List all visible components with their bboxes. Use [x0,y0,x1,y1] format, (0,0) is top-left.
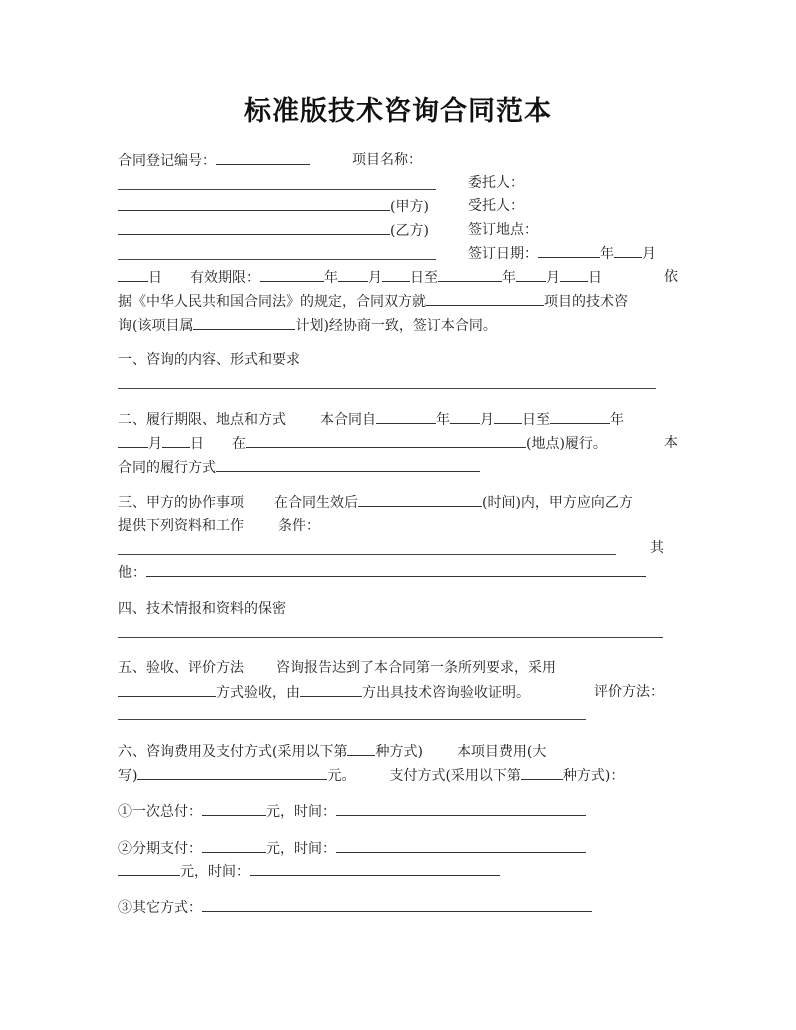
s2-to-month[interactable] [118,433,148,448]
s5-text: 方式验收，由 [216,685,300,701]
project-name-label: 项目名称： [352,152,422,168]
party-a-blank[interactable] [118,196,390,211]
ta-label: 他： [118,565,146,581]
sign-day-blank[interactable] [118,267,148,282]
section-6-line-2 [118,765,624,786]
intro-text: 计划)经协商一致，签订本合同。 [295,318,497,334]
section-3-line-2 [118,516,320,536]
s6-fee-label: 本项目费用(大 [456,744,547,760]
section-5-title: 五、验收、评价方法 [118,660,244,676]
from-label: 本合同自 [320,412,376,428]
reg-no-blank[interactable] [216,150,310,165]
day-label: 日 [588,270,602,286]
valid-to-day[interactable] [560,267,588,282]
day-label: 日 [148,270,162,286]
s5-eval-blank[interactable] [118,719,586,720]
payment-option-3 [118,897,592,918]
section-6-title-b: 种方式) [375,744,423,760]
section-5-line-2 [118,682,530,703]
intro-line-3 [118,315,497,336]
section-4-title: 四、技术情报和资料的保密 [118,601,286,617]
page-title: 标准版技术咨询合同范本 [244,96,552,127]
client-label: 委托人： [468,175,524,191]
year-label: 年 [610,412,624,428]
section-3-line-4 [118,562,646,583]
month-label: 月 [368,270,382,286]
valid-label: 有效期限： [190,270,260,286]
section-5-line-1 [118,658,556,678]
s5-text: 咨询报告达到了本合同第一条所列要求，采用 [276,660,556,676]
party-a-label: (甲方) [390,199,429,215]
section-2-line-3 [118,457,480,478]
payment-option-2b [118,861,500,882]
s5-eval-label: 评价方法： [594,684,664,700]
valid-to-year[interactable] [438,267,502,282]
project-blank[interactable] [426,291,544,306]
section-6-title: 六、咨询费用及支付方式(采用以下第 [118,744,348,760]
party-b-blank[interactable] [118,220,390,235]
section-2-title: 二、履行期限、地点和方式 [118,412,286,428]
p1-amount-blank[interactable] [202,801,266,816]
section-3-line-1 [118,492,633,513]
s2-way-blank[interactable] [216,457,480,472]
place-label: (地点)履行。 [526,436,607,452]
p2-label: ②分期支付： [118,841,202,857]
intro-line-2 [118,291,628,312]
p3-other-blank[interactable] [202,897,592,912]
s2-to-day[interactable] [162,433,190,448]
s3-text: 提供下列资料和工作 [118,518,244,534]
trustee-label: 受托人： [468,198,524,214]
at-label: 在 [232,436,246,452]
intro-text: 项目的技术咨 [544,294,628,310]
s3-text: (时间)内，甲方应向乙方 [482,495,633,511]
s5-text: 方出具技术咨询验收证明。 [362,685,530,701]
s2-from-day[interactable] [494,409,522,424]
s2-from-month[interactable] [450,409,480,424]
reg-no-label: 合同登记编号： [118,153,216,169]
s6-pay-label: 支付方式(采用以下第 [389,768,521,784]
month-label: 月 [546,270,560,286]
s2-from-year[interactable] [376,409,436,424]
sign-month-blank[interactable] [614,243,642,258]
yi-char: 依 [664,269,678,285]
s6-pay-option-blank[interactable] [521,765,563,780]
party-a-line [118,196,429,217]
s3-text: 在合同生效后 [274,495,358,511]
valid-to-month[interactable] [516,267,546,282]
year-label: 年 [436,412,450,428]
p2b-time-blank[interactable] [250,861,500,876]
yuan-time-label: 元，时间： [266,804,336,820]
section-2-line-2 [118,433,607,454]
year-label: 年 [600,246,614,262]
year-label: 年 [324,270,338,286]
s2-to-year[interactable] [550,409,610,424]
section-1-title: 一、咨询的内容、形式和要求 [118,352,300,368]
p3-label: ③其它方式： [118,900,202,916]
s3-other-blank[interactable] [146,562,646,577]
reg-no-line [118,150,310,171]
year-label: 年 [502,270,516,286]
month-label: 月 [148,436,162,452]
month-label: 月 [642,246,656,262]
sign-date-label: 签订日期： [468,246,538,262]
s3-conditions-blank[interactable] [118,554,616,555]
s2-place-blank[interactable] [246,433,526,448]
valid-from-year[interactable] [260,267,324,282]
s5-party-blank[interactable] [300,682,362,697]
s6-write-label: 写) [118,768,138,784]
s6-pay-label-b: 种方式)： [562,768,625,784]
section-3-title: 三、甲方的协作事项 [118,495,244,511]
s5-method-blank[interactable] [118,682,216,697]
party-b-label: (乙方) [390,223,429,239]
intro-text: 询(该项目属 [118,318,194,334]
sign-year-blank[interactable] [538,243,600,258]
plan-blank[interactable] [193,315,295,330]
sign-place-label: 签订地点： [468,222,538,238]
yuan-time-label: 元，时间： [266,841,336,857]
payment-option-1 [118,801,586,822]
party-b-line [118,220,429,241]
p2-amount-blank[interactable] [202,838,266,853]
section-1-blank[interactable] [118,388,656,389]
s6-amount-blank[interactable] [137,765,327,780]
valid-period-line [118,267,602,288]
intro-text: 据《中华人民共和国合同法》的规定，合同双方就 [118,294,426,310]
valid-from-month[interactable] [338,267,368,282]
valid-from-day[interactable] [382,267,410,282]
sign-place-blank[interactable] [118,259,436,260]
section-6-line-1 [118,741,546,762]
s6-option-blank[interactable] [347,741,375,756]
ben-char: 本 [664,435,678,451]
p1-time-blank[interactable] [336,801,586,816]
way-label: 合同的履行方式 [118,460,216,476]
p2-time-blank[interactable] [336,838,586,853]
s3-text: 条件： [278,518,320,534]
month-label: 月 [480,412,494,428]
section-2-line-1 [118,409,624,430]
to-label: 日至 [522,412,550,428]
payment-option-2 [118,838,586,859]
s3-time-blank[interactable] [358,492,482,507]
yuan-time-label: 元，时间： [180,864,250,880]
to-label: 日至 [410,270,438,286]
day-label: 日 [190,436,204,452]
p2b-amount-blank[interactable] [118,861,180,876]
p1-label: ①一次总付： [118,804,202,820]
qi-char: 其 [650,540,664,556]
section-4-blank[interactable] [118,637,663,638]
project-name-blank[interactable] [118,189,436,190]
sign-date-line [468,243,656,264]
yuan-label: 元。 [327,768,356,784]
